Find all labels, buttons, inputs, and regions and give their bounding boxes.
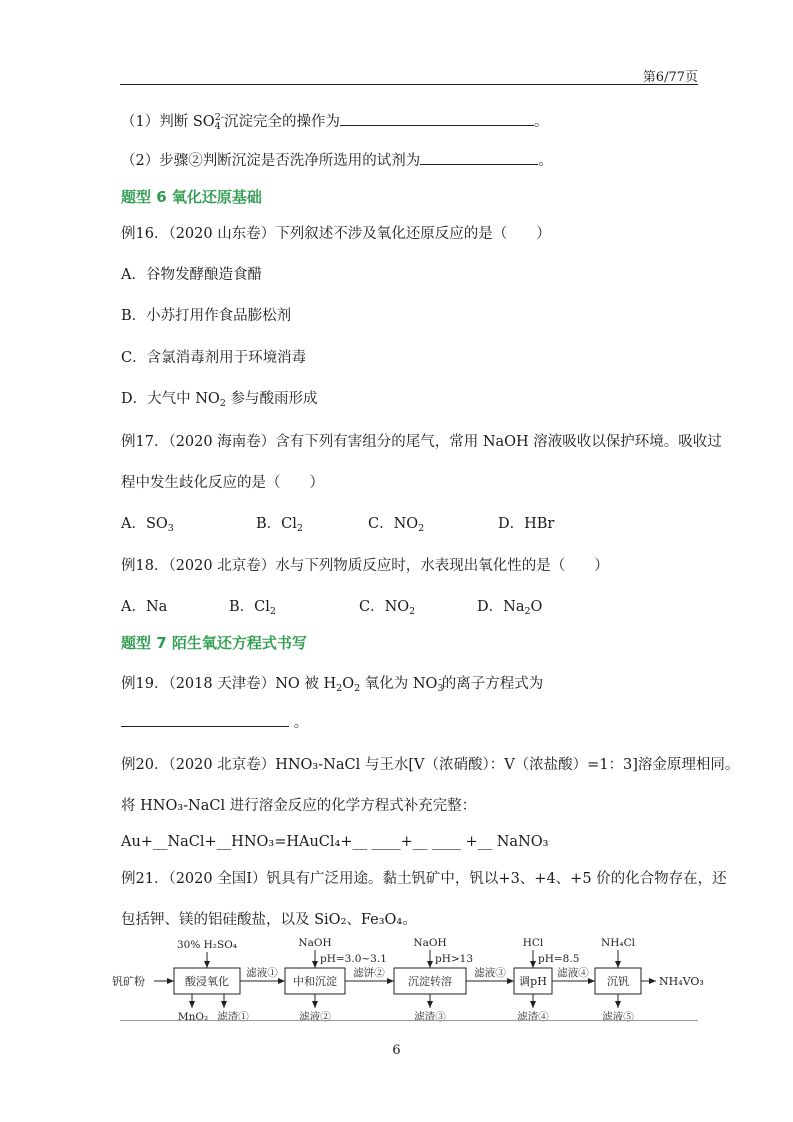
question-1 [121,108,548,137]
question-2 [121,150,553,171]
flow-start-label: 钒矿粉 [112,975,145,988]
answer-blank-3[interactable] [121,712,289,727]
ex17-stem-line1: 例17．（2020 海南卷）含有下列有害组分的尾气，常用 NaOH 溶液吸收以保护环境。吸收过 [121,434,722,450]
ex16-option-b: B．小苏打用作食品膨松剂 [121,308,292,324]
ex17-c-sub: 2 [418,523,425,534]
q1-text: （1）判断 SO [121,114,215,130]
footer-divider [120,1020,698,1021]
ex17-a-sub: 3 [167,523,174,534]
ex16-option-d [121,389,317,414]
ex16-d-post: 参与酸雨形成 [225,391,318,407]
flow-box-2-label: 中和沉淀 [293,975,337,988]
ex19-pre: 例19．（2018 天津卷）NO 被 H [121,676,337,692]
ex19-stem [121,670,543,699]
ex16-option-a: A．谷物发酵酿造食醋 [121,267,262,283]
q1-tail: 沉淀完全的操作为 [223,114,340,130]
flow-output-residue-4: 滤渣④ [517,1011,549,1023]
ex19-post: 的离子方程式为 [441,676,544,692]
ex18-option-b [229,597,276,622]
ex19-sub1: 2 [336,683,343,694]
ex20-line1: 例20．（2020 北京卷）HNO₃-NaCl 与王水[V（浓硝酸）：V（浓盐酸）=1：3]溶金原理相同。 [121,757,740,773]
ex17-b-pre: B．Cl [256,516,297,532]
q2-text: （2）步骤②判断沉淀是否洗净所选用的试剂为 [121,153,421,169]
flow-box-3-label: 沉淀转溶 [408,975,452,988]
flow-box-4-label: 调pH [519,975,547,988]
ex18-d-sub: 2 [524,606,531,617]
flow-end-label: NH₄VO₃ [659,975,704,988]
ex17-stem-line2: 程中发生歧化反应的是（ ） [121,475,324,491]
ex17-option-d: D．HBr [498,516,555,532]
flow-condition-3: pH=8.5 [538,953,580,965]
q1-end: 。 [533,114,549,130]
page-number: 6 [392,1043,401,1058]
ex21-line1: 例21．（2020 全国Ⅰ）钒具有广泛用途。黏土钒矿中，钒以+3、+4、+5 价的化合物存在，还 [121,871,727,887]
flow-condition-1: pH=3.0~3.1 [320,953,387,965]
ex18-c-sub: 2 [409,606,416,617]
ex17-a-pre: A．SO [121,516,168,532]
q1-sup: 2- [214,112,224,123]
flow-between-3: 滤液③ [474,967,506,979]
flow-reagent-2: NaOH [298,937,332,949]
ex18-options [121,597,681,617]
ex20-equation: Au+__NaCl+__HNO₃=HAuCl₄+__ ____+__ ____ +__ NaNO₃ [121,834,549,850]
flow-reagent-4: HCl [522,937,544,949]
ex18-d-post: O [530,599,543,615]
ex19-sub2: 2 [354,683,361,694]
flow-between-2: 滤饼② [353,967,385,979]
ex18-option-c [359,597,415,622]
answer-blank-1[interactable] [340,111,534,126]
ex18-d-pre: D．Na [477,599,525,615]
flow-output-mno2: MnO₂ [177,1011,209,1023]
flow-box-5-label: 沉钒 [607,975,629,988]
q2-end: 。 [538,153,553,169]
ex18-b-sub: 2 [269,606,276,617]
ex19-mid1: O [342,676,355,692]
ex17-option-b [256,514,303,539]
flow-reagent-1: 30% H₂SO₄ [176,939,238,951]
section-7-title: 题型 7 陌生氧还方程式书写 [121,634,307,652]
ex19-answer-line [121,712,308,733]
flow-condition-2: pH>13 [435,953,474,965]
section-6-title: 题型 6 氧化还原基础 [121,188,262,206]
ex19-mid2: 氧化为 NO [360,676,438,692]
ex16-option-c: C．含氯消毒剂用于环境消毒 [121,350,307,366]
ex16-d-sub: 2 [219,398,226,409]
ex17-option-a [121,514,174,539]
ex18-option-a: A．Na [121,599,168,615]
ex19-sup: - [438,674,442,685]
flow-output-residue-3: 滤渣③ [414,1011,446,1023]
flow-box-1-label: 酸浸氧化 [185,975,229,988]
ex18-b-pre: B．Cl [229,599,270,615]
q1-sub: 4 [214,121,221,132]
ex17-b-sub: 2 [296,523,303,534]
ex18-stem: 例18．（2020 北京卷）水与下列物质反应时，水表现出氧化性的是（ ） [121,558,609,574]
flow-output-residue-1: 滤渣① [217,1011,249,1023]
flow-reagent-3: NaOH [413,937,447,949]
answer-blank-2[interactable] [420,150,538,165]
ex17-c-pre: C．NO [368,516,419,532]
ex20-line2: 将 HNO₃-NaCl 进行溶金反应的化学方程式补充完整： [121,798,477,814]
ex17-option-c [368,514,424,539]
ex16-stem: 例16．（2020 山东卷）下列叙述不涉及氧化还原反应的是（ ） [121,226,551,242]
flow-output-filtrate-5: 滤液⑤ [602,1011,634,1023]
flow-output-filtrate-2: 滤液② [299,1011,331,1023]
ex21-line2: 包括钾、镁的铝硅酸盐，以及 SiO₂、Fe₃O₄。 [121,912,417,928]
ex18-c-pre: C．NO [359,599,410,615]
flow-between-1: 滤液① [246,967,278,979]
ex17-options [121,514,681,534]
ex16-d-pre: D．大气中 NO [121,391,220,407]
page-header-label: 第6/77页 [642,70,698,85]
ex19-sub3: 3 [437,683,444,694]
process-flow-diagram [110,932,710,1024]
ex18-option-d [477,597,542,622]
ex19-end: 。 [293,715,309,731]
flow-reagent-5: NH₄Cl [601,937,635,949]
header-divider [120,84,698,85]
flow-between-4: 滤液④ [557,967,589,979]
